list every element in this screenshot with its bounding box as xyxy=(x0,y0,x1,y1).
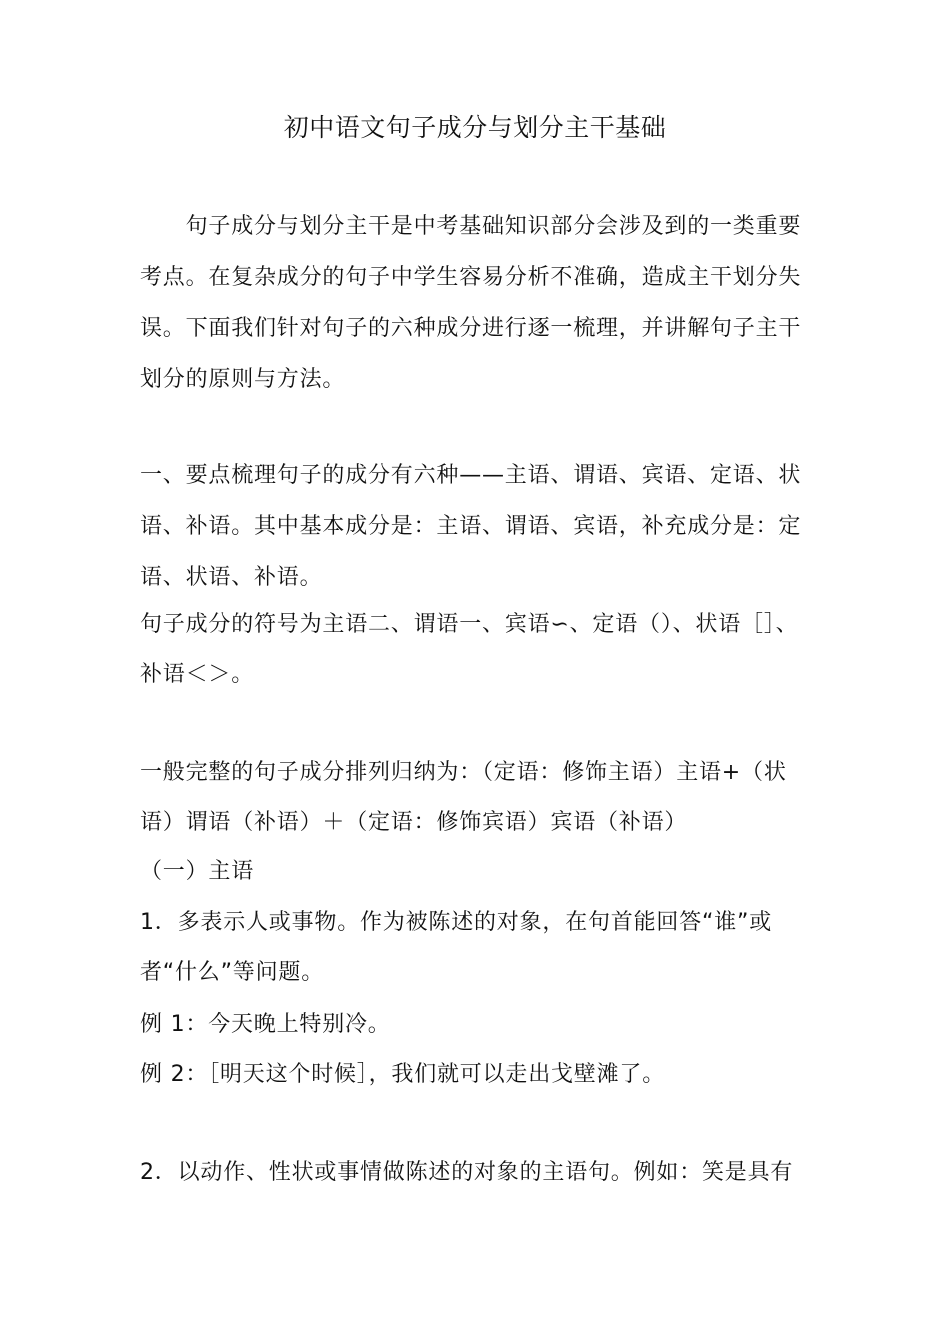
section1-line: 语、补语。其中基本成分是：主语、谓语、宾语，补充成分是：定 xyxy=(140,514,802,539)
point1-line: 者“什么”等问题。 xyxy=(140,960,324,985)
point1-paragraph xyxy=(140,898,830,998)
section1-paragraph xyxy=(140,450,830,603)
intro-line: 句子成分与划分主干是中考基础知识部分会涉及到的一类重要 xyxy=(140,214,802,239)
point2-line: 2．以动作、性状或事情做陈述的对象的主语句。例如：笑是具有 xyxy=(140,1160,794,1185)
example-1-text: 例 1：今天晚上特别冷。 xyxy=(140,1012,391,1037)
order-line: 语）谓语（补语）＋（定语：修饰宾语）宾语（补语） xyxy=(140,810,688,835)
subject-heading xyxy=(140,847,830,897)
section1-line: 一、要点梳理句子的成分有六种——主语、谓语、宾语、定语、状 xyxy=(140,463,802,488)
intro-line: 考点。在复杂成分的句子中学生容易分析不准确，造成主干划分失 xyxy=(140,265,802,290)
document-title: 初中语文句子成分与划分主干基础 xyxy=(283,113,667,142)
example-1 xyxy=(140,1000,830,1050)
point2-paragraph xyxy=(140,1148,830,1198)
point1-line: 1．多表示人或事物。作为被陈述的对象，在句首能回答“谁”或 xyxy=(140,910,772,935)
intro-paragraph xyxy=(140,201,830,405)
example-2 xyxy=(140,1050,830,1100)
symbols-line: 补语＜＞。 xyxy=(140,662,255,687)
section1-line: 语、状语、补语。 xyxy=(140,565,323,590)
subheading-text: （一）主语 xyxy=(140,859,255,884)
symbols-line: 句子成分的符号为主语二、谓语一、宾语∽、定语（）、状语［］、 xyxy=(140,612,799,637)
intro-line: 误。下面我们针对句子的六种成分进行逐一梳理，并讲解句子主干 xyxy=(140,316,802,341)
example-2-text: 例 2：［明天这个时候］，我们就可以走出戈壁滩了。 xyxy=(140,1062,665,1087)
symbols-paragraph xyxy=(140,600,830,700)
order-line: 一般完整的句子成分排列归纳为：（定语：修饰主语）主语+（状 xyxy=(140,760,787,785)
intro-line: 划分的原则与方法。 xyxy=(140,367,346,392)
order-paragraph xyxy=(140,748,830,848)
